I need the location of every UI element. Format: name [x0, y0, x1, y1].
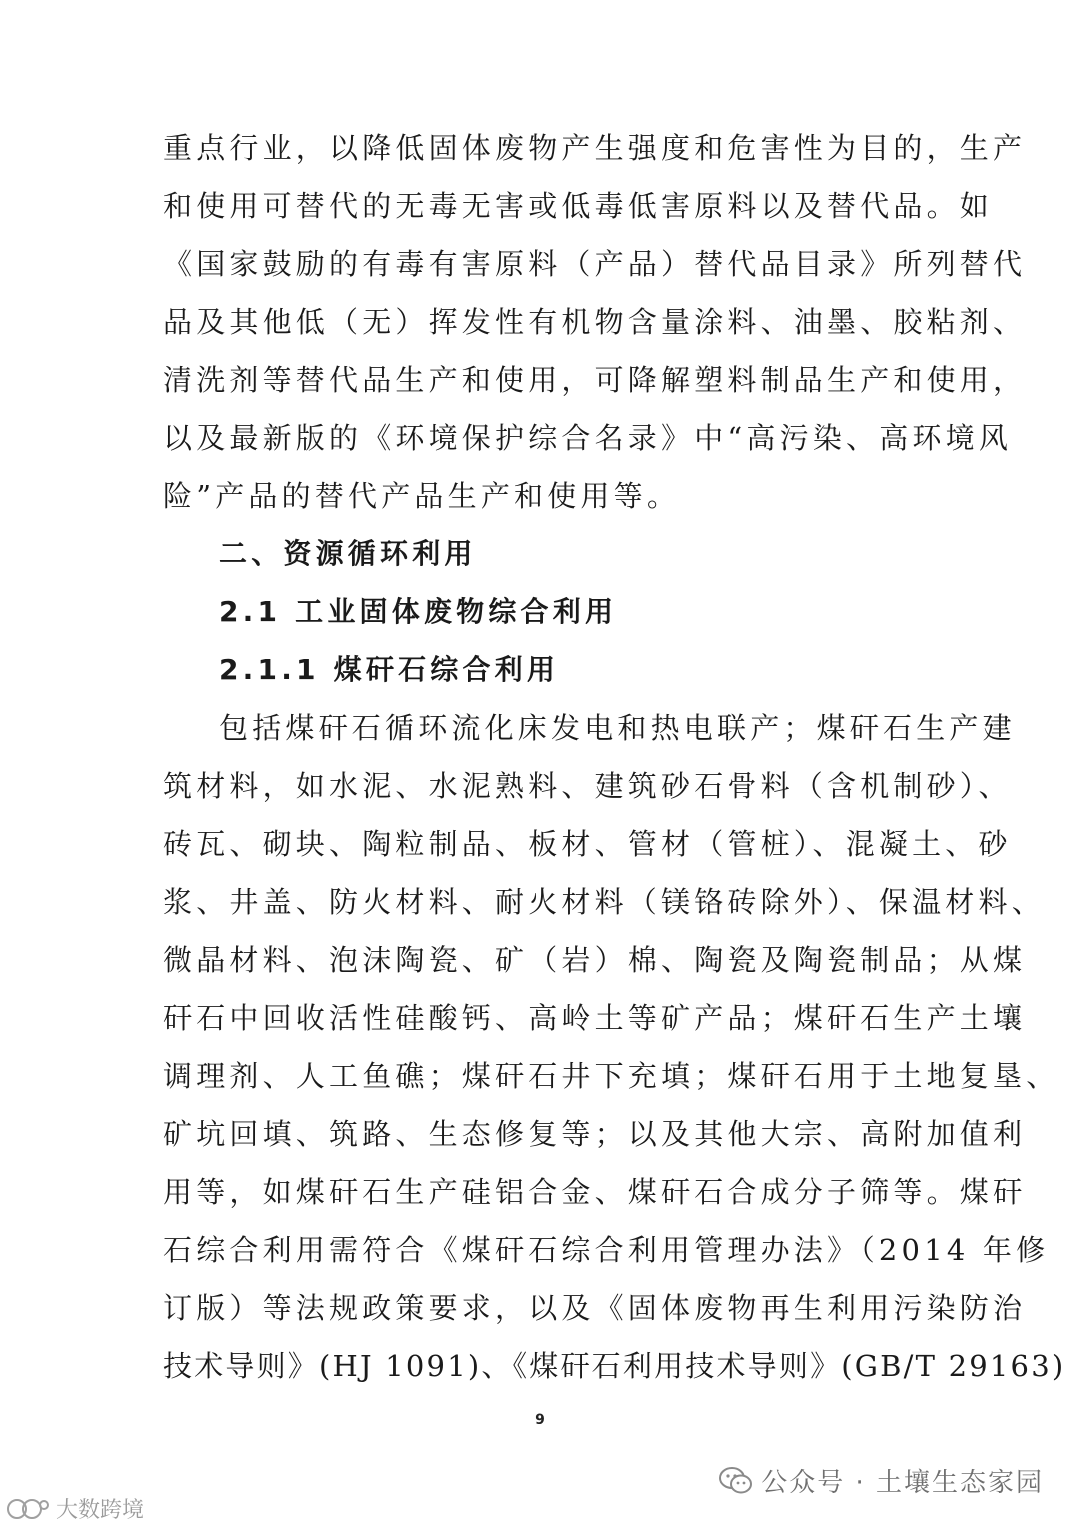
wechat-icon	[719, 1466, 753, 1496]
paragraph-2-line-6: 矸石中回收活性硅酸钙、高岭土等矿产品；煤矸石生产土壤	[163, 1001, 1027, 1035]
watermark-left-text: 大数跨境	[56, 1498, 145, 1523]
paragraph-2-line-10: 石综合利用需符合《煤矸石综合利用管理办法》（2014 年修	[163, 1233, 1050, 1267]
watermark-brand	[6, 1493, 144, 1524]
paragraph-2-line-5: 微晶材料、泡沫陶瓷、矿（岩）棉、陶瓷及陶瓷制品；从煤	[163, 943, 1027, 977]
paragraph-2-line-9: 用等，如煤矸石生产硅铝合金、煤矸石合成分子筛等。煤矸	[163, 1175, 1027, 1209]
paragraph-1-line-6: 以及最新版的《环境保护综合名录》中“高污染、高环境风	[163, 421, 1013, 455]
subsection-heading: 2.1 工业固体废物综合利用	[219, 595, 618, 628]
paragraph-1-line-4: 品及其他低（无）挥发性有机物含量涂料、油墨、胶粘剂、	[163, 305, 1027, 339]
paragraph-1-line-3: 《国家鼓励的有毒有害原料（产品）替代品目录》所列替代	[163, 247, 1027, 281]
paragraph-1-line-5: 清洗剂等替代品生产和使用，可降解塑料制品生产和使用，	[163, 363, 1027, 397]
paragraph-2-line-2: 筑材料，如水泥、水泥熟料、建筑砂石骨料（含机制砂）、	[163, 769, 1012, 803]
section-heading: 二、资源循环利用	[219, 537, 477, 570]
watermark-right-text: 公众号 · 土壤生态家园	[761, 1468, 1044, 1498]
paragraph-1-line-2: 和使用可替代的无毒无害或低毒低害原料以及替代品。如	[163, 189, 994, 223]
subsubsection-heading: 2.1.1 煤矸石综合利用	[219, 653, 560, 686]
paragraph-2-line-11: 订版）等法规政策要求，以及《固体废物再生利用污染防治	[163, 1291, 1027, 1325]
paragraph-2-line-3: 砖瓦、砌块、陶粒制品、板材、管材（管桩）、混凝土、砂	[163, 827, 1012, 861]
paragraph-2-line-12: 技术导则》(HJ 1091)、《煤矸石利用技术导则》(GB/T 29163)	[163, 1349, 1066, 1383]
page-number: 9	[535, 1412, 545, 1428]
paragraph-1-line-1: 重点行业，以降低固体废物产生强度和危害性为目的，生产	[163, 131, 1027, 165]
brand-logo-icon	[6, 1496, 52, 1522]
paragraph-1-line-7: 险”产品的替代产品生产和使用等。	[163, 479, 681, 513]
paragraph-2-line-1: 包括煤矸石循环流化床发电和热电联产；煤矸石生产建	[219, 711, 1016, 745]
paragraph-2-line-8: 矿坑回填、筑路、生态修复等；以及其他大宗、高附加值利	[163, 1117, 1027, 1151]
watermark-official-account	[719, 1462, 1044, 1499]
paragraph-2-line-7: 调理剂、人工鱼礁；煤矸石井下充填；煤矸石用于土地复垦、	[163, 1059, 1060, 1093]
paragraph-2-line-4: 浆、井盖、防火材料、耐火材料（镁铬砖除外）、保温材料、	[163, 885, 1045, 919]
